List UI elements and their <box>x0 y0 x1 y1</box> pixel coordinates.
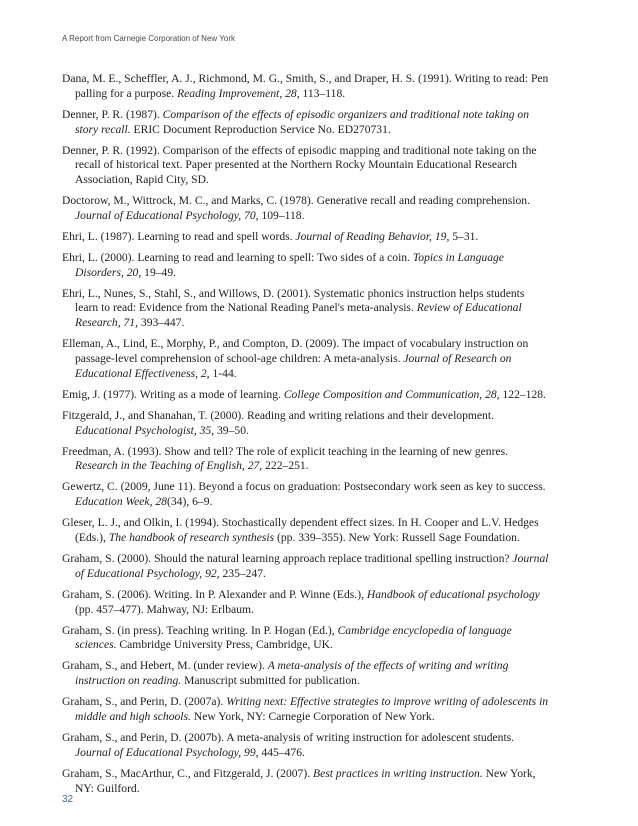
reference-entry <box>62 409 550 438</box>
reference-italic-text: The handbook of research synthesis <box>108 530 275 544</box>
reference-text: 445–476. <box>258 745 305 759</box>
reference-italic-text: College Composition and Communication, 28, <box>283 387 500 401</box>
reference-entry <box>62 287 550 331</box>
reference-entry <box>62 659 550 688</box>
reference-entry <box>62 624 550 653</box>
reference-italic-text: Journal of Educational Psychology, 70, <box>75 208 259 222</box>
reference-entry <box>62 767 550 796</box>
reference-text: Ehri, L. (1987). Learning to read and spell words. <box>62 229 296 243</box>
reference-text: 222–251. <box>262 459 309 473</box>
reference-text: Freedman, A. (1993). Show and tell? The role of explicit teaching in the learning of new genres. <box>62 444 509 458</box>
reference-text: 109–118. <box>258 208 305 222</box>
reference-text: Gewertz, C. (2009, June 11). Beyond a focus on graduation: Postsecondary work seen as key to success. <box>62 480 546 494</box>
reference-entry <box>62 337 550 381</box>
reference-italic-text: Journal of Reading Behavior, 19, <box>295 229 450 243</box>
reference-text: Graham, S. (2000). Should the natural learning approach replace traditional spelling instruction? <box>62 552 513 566</box>
reference-text: 235–247. <box>219 566 266 580</box>
reference-italic-text: Education Week, 28 <box>75 495 167 509</box>
reference-text: Graham, S. (in press). Teaching writing. In P. Hogan (Ed.), <box>62 623 338 637</box>
reference-text: 113–118. <box>299 86 346 100</box>
reference-entry <box>62 552 550 581</box>
reference-text: Graham, S. (2006). Writing. In P. Alexander and P. Winne (Eds.), <box>62 587 367 601</box>
reference-entry <box>62 72 550 101</box>
reference-text: Denner, P. R. (1992). Comparison of the effects of episodic mapping and traditional note taking on the recall of historical text. Paper presented at the Northern Rocky Mountain Educational Research Association, Rapid City, SD. <box>62 143 537 186</box>
reference-italic-text: Review of Educational Research, 71, <box>75 301 522 330</box>
reference-entry <box>62 194 550 223</box>
running-header: A Report from Carnegie Corporation of New York <box>62 34 235 43</box>
reference-italic-text: Journal of Educational Psychology, 99, <box>75 745 259 759</box>
reference-text: Ehri, L., Nunes, S., Stahl, S., and Willows, D. (2001). Systematic phonics instruction helps students learn to read: Evidence from the National Reading Panel's meta-analysis. <box>62 286 525 315</box>
reference-list <box>62 72 550 803</box>
reference-entry <box>62 731 550 760</box>
reference-italic-text: Best practices in writing instruction. <box>313 766 483 780</box>
reference-italic-text: Educational Psychologist, 35, <box>75 423 215 437</box>
page-number: 32 <box>62 794 74 805</box>
reference-text: Doctorow, M., Wittrock, M. C., and Marks, C. (1978). Generative recall and reading comprehension. <box>62 194 530 208</box>
reference-text: (34), 6–9. <box>166 495 213 509</box>
reference-text: Denner, P. R. (1987). <box>62 107 163 121</box>
reference-text: ERIC Document Reproduction Service No. ED270731. <box>130 122 391 136</box>
reference-text: (pp. 339–355). New York: Russell Sage Foundation. <box>274 530 520 544</box>
reference-entry <box>62 108 550 137</box>
reference-entry <box>62 516 550 545</box>
reference-text: 122–128. <box>499 387 546 401</box>
reference-italic-text: Comparison of the effects of episodic organizers and traditional note taking on story recall. <box>75 107 530 136</box>
reference-text: New York, NY: Carnegie Corporation of New York. <box>190 709 435 723</box>
reference-text: 393–447. <box>138 316 185 330</box>
reference-entry <box>62 230 550 245</box>
reference-text: Graham, S., and Hebert, M. (under review). <box>62 659 268 673</box>
reference-text: Elleman, A., Lind, E., Morphy, P., and Compton, D. (2009). The impact of vocabulary instruction on passage-level comprehension of school-age children: A meta-analysis. <box>62 337 529 365</box>
reference-entry <box>62 251 550 280</box>
reference-text: 5–31. <box>449 229 479 243</box>
reference-italic-text: Handbook of educational psychology <box>366 587 540 601</box>
reference-text: Dana, M. E., Scheffler, A. J., Richmond, M. G., Smith, S., and Draper, H. S. (1991). Writing to read: Pen palling for a purpose. <box>62 72 549 100</box>
reference-text: Graham, S., and Perin, D. (2007b). A meta-analysis of writing instruction for adolescent students. <box>62 731 515 745</box>
reference-italic-text: Topics in Language Disorders, 20, <box>75 250 504 279</box>
reference-italic-text: Cambridge encyclopedia of language sciences. <box>75 623 512 652</box>
reference-text: Emig, J. (1977). Writing as a mode of learning. <box>62 387 284 401</box>
reference-italic-text: Reading Improvement, 28, <box>177 86 300 100</box>
reference-text: Manuscript submitted for publication. <box>181 674 360 688</box>
reference-text: 39–50. <box>214 423 249 437</box>
reference-text: 1-44. <box>209 366 237 380</box>
reference-italic-text: Journal of Educational Psychology, 92, <box>75 552 549 580</box>
reference-italic-text: Journal of Research on Educational Effectiveness, 2, <box>75 351 512 380</box>
reference-text: 19–49. <box>141 265 177 279</box>
reference-text: (pp. 457–477). Mahway, NJ: Erlbaum. <box>75 602 254 616</box>
reference-text: Graham, S., MacArthur, C., and Fitzgerald, J. (2007). <box>62 766 314 780</box>
reference-entry <box>62 445 550 474</box>
reference-entry <box>62 480 550 509</box>
reference-text: New York, NY: Guilford. <box>75 766 536 795</box>
reference-entry <box>62 144 550 188</box>
reference-italic-text: A meta-analysis of the effects of writing and writing instruction on reading. <box>75 659 509 688</box>
reference-entry <box>62 588 550 617</box>
reference-italic-text: Writing next: Effective strategies to improve writing of adolescents in middle and high schools. <box>75 695 549 723</box>
reference-text: Cambridge University Press, Cambridge, UK. <box>116 638 333 652</box>
reference-entry <box>62 388 550 403</box>
reference-italic-text: Research in the Teaching of English, 27, <box>75 459 263 473</box>
reference-text: Ehri, L. (2000). Learning to read and learning to spell: Two sides of a coin. <box>62 250 413 264</box>
reference-text: Gleser, L. J., and Olkin, I. (1994). Stochastically dependent effect sizes. In H. Cooper and L.V. Hedges (Eds.), <box>62 516 539 544</box>
reference-text: Graham, S., and Perin, D. (2007a). <box>62 695 227 709</box>
reference-entry <box>62 695 550 724</box>
reference-text: Fitzgerald, J., and Shanahan, T. (2000). Reading and writing relations and their development. <box>62 408 494 422</box>
